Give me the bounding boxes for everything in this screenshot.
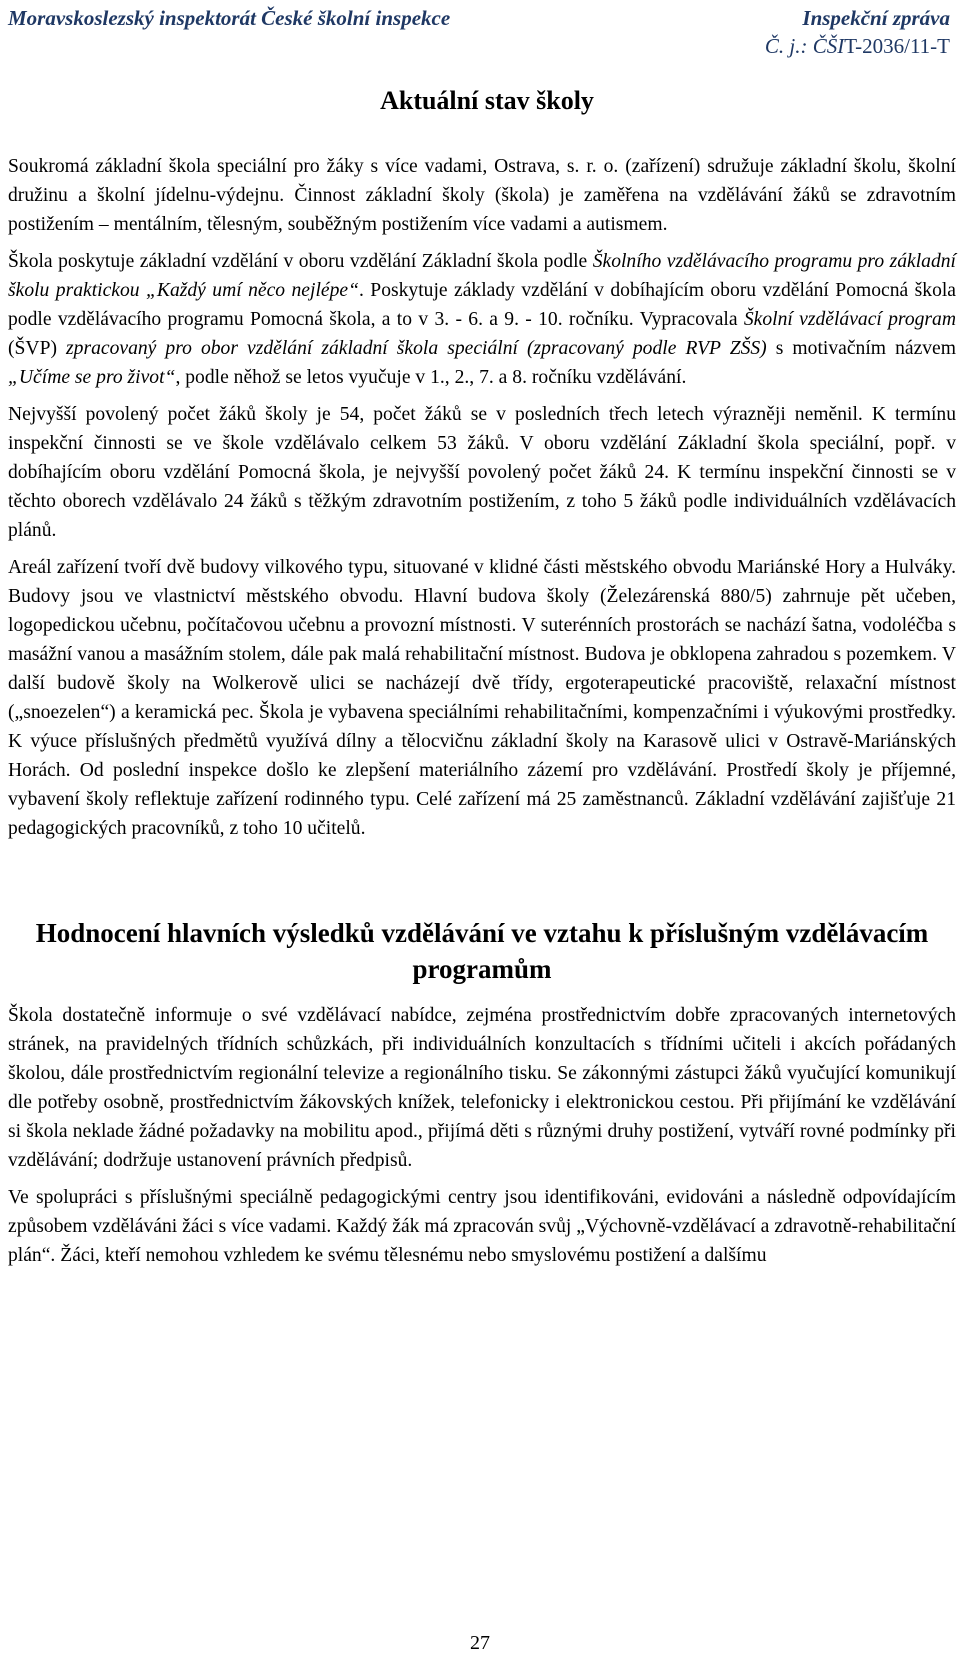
section-spacer <box>8 851 956 915</box>
document-body <box>8 86 956 1278</box>
paragraph-premises: Areál zařízení tvoří dvě budovy vilkového typu, situované v klidné části městského obvodu Mariánské Hory a Hulváky. Budovy jsou ve vlastnictví městského obvodu. Hlavní budova školy (Železárenská 880/5) zahrnuje pět učeben, logopedickou učebnu, počítačovou učebnu a provozní místnosti. V suterénních prostorách se nachází šatna, vodoléčba s masážní vanou a masážním stolem, dále pak malá rehabilitační místnost. Budova je obklopena zahradou s pozemkem. V další budově školy na Wolkerově ulici se nacházejí dvě třídy, ergoterapeutické pracoviště, relaxační místnost („snoezelen“) a keramická pec. Škola je vybavena speciálními rehabilitačními, kompenzačními i výukovými prostředky. K výuce příslušných předmětů využívá dílny a tělocvičnu základní školy na Karasově ulici v Ostravě-Mariánských Horách. Od poslední inspekce došlo ke zlepšení materiálního zázemí pro vzdělávání. Prostředí školy je příjemné, vybavení školy reflektuje zařízení rodinného typu. Celé zařízení má 25 zaměstnanců. Základní vzdělávání zajišťuje 21 pedagogických pracovníků, z toho 10 učitelů. <box>8 557 956 839</box>
header-reference-number <box>765 34 950 59</box>
header-report-title: Inspekční zpráva <box>802 6 950 30</box>
header-ref-suffix: T-2036/11-T <box>844 34 950 58</box>
header-inspectorate: Moravskoslezský inspektorát České školní inspekce <box>8 6 451 30</box>
paragraph-information-admission: Škola dostatečně informuje o své vzdělávací nabídce, zejména prostřednictvím dobře zpracovaných internetových stránek, na pravidelných třídních schůzkách, při individuálních konzultacích s třídními učiteli i akcích pořádaných školou, dále prostřednictvím regionální televize a regionálního tisku. Se zákonnými zástupci žáků vyučující komunikují dle potřeby osobně, prostřednictvím žákovských knížek, telefonicky i elektronickou cestou. Při přijímání ke vzdělávání si škola neklade žádné požadavky na mobilitu apod., přijímá děti s různými druhy postižení, vytváří rovné podmínky při vzdělávání; dodržuje ustanovení právních předpisů. <box>8 1005 956 1171</box>
page-header <box>0 4 960 58</box>
program-title-emphasis: Školního vzdělávacího programu pro základní školu praktickou „Každý umí něco nejlépe“ <box>8 251 956 301</box>
svp-emphasis: Školní vzdělávací program <box>743 309 957 330</box>
paragraph-pupil-counts: Nejvyšší povolený počet žáků školy je 54, počet žáků se v posledních třech letech výrazněji neměnil. K termínu inspekční činnosti se ve škole vzdělávalo celkem 53 žáků. V oboru vzdělání Základní škola speciální, popř. v dobíhajícím oboru vzdělání Pomocná škola, je nejvyšší povolený počet žáků 24. K termínu inspekční činnosti se v těchto oborech vzdělávalo 24 žáků s těžkým zdravotním postižením, z toho 5 žáků podle individuálních vzdělávacích plánů. <box>8 404 956 541</box>
svp-description-emphasis: zpracovaný pro obor vzdělání základní škola speciální (zpracovaný podle RVP ZŠS) <box>66 338 767 359</box>
section-title-evaluation: Hodnocení hlavních výsledků vzdělávání ve vztahu k příslušným vzdělávacím programům <box>35 918 929 984</box>
section-title-current-state: Aktuální stav školy <box>380 86 594 115</box>
motivation-name-emphasis: „Učíme se pro život“ <box>8 367 176 388</box>
paragraph-school-overview: Soukromá základní škola speciální pro žáky s více vadami, Ostrava, s. r. o. (zařízení) sdružuje základní školu, školní družinu a školní jídelnu-výdejnu. Činnost základní školy (škola) je zaměřena na vzdělávání žáků se zdravotním postižením – mentálním, tělesným, souběžným postižením více vadami a autismem. <box>8 156 956 235</box>
paragraph-education-programs: Škola poskytuje základní vzdělání v oboru vzdělání Základní škola podle Školního vzdělávacího programu pro základní školu praktickou „Každý umí něco nejlépe“. Poskytuje základy vzdělání v dobíhajícím oboru vzdělání Pomocná škola podle vzdělávacího programu Pomocná škola, a to v 3. - 6. a 9. - 10. ročníku. Vypracovala Školní vzdělávací program (ŠVP) zpracovaný pro obor vzdělání základní škola speciální (zpracovaný podle RVP ZŠS) s motivačním názvem „Učíme se pro život“, podle něhož se letos vyučuje v 1., 2., 7. a 8. ročníku vzdělávání. <box>8 251 957 388</box>
page-number: 27 <box>470 1632 490 1654</box>
header-ref-prefix: Č. j.: ČŠI <box>764 34 845 58</box>
paragraph-cooperation: Ve spolupráci s příslušnými speciálně pedagogickými centry jsou identifikováni, evidováni a následně odpovídajícím způsobem vzděláváni žáci s více vadami. Každý žák má zpracován svůj „Výchovně-vzdělávací a zdravotně-rehabilitační plán“. Žáci, kteří nemohou vzhledem ke svému tělesnému nebo smyslovému postižení a dalšímu <box>8 1187 956 1266</box>
